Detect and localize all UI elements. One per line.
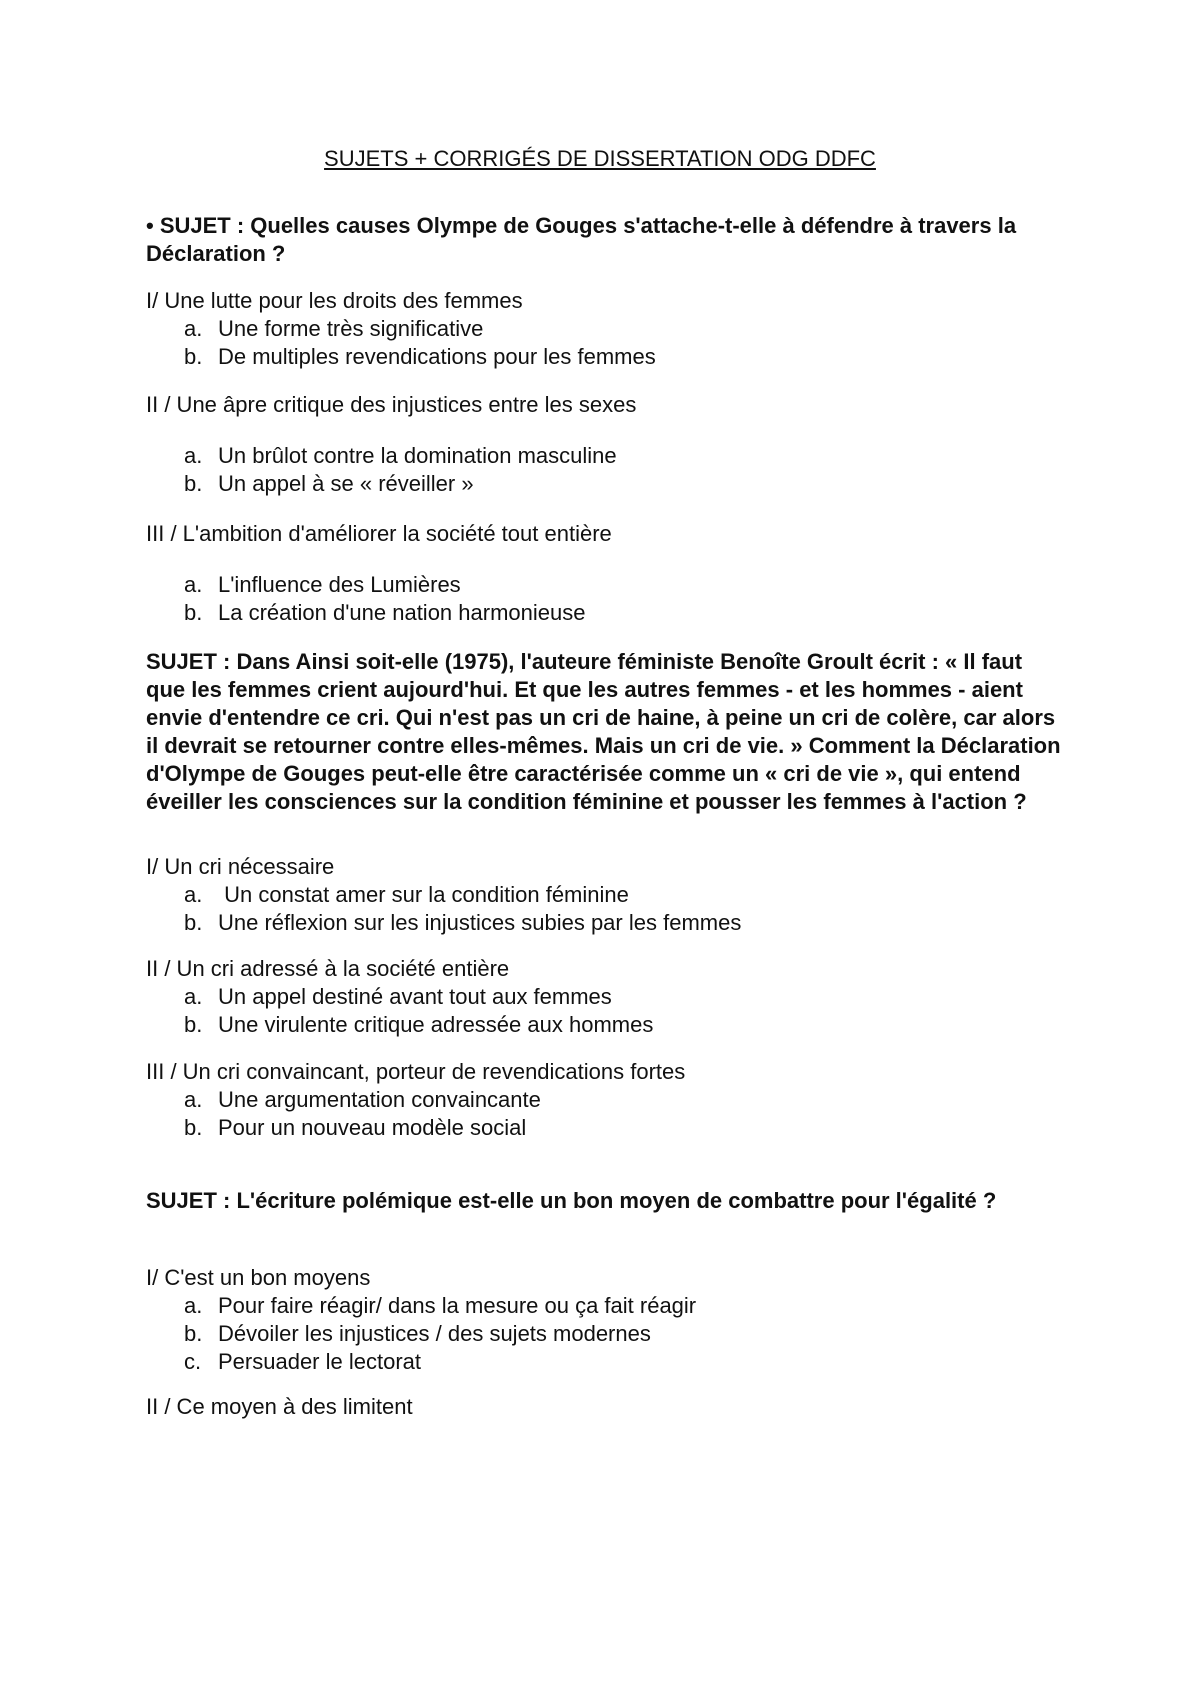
- list-item: b. Une virulente critique adressée aux hommes: [184, 1012, 654, 1037]
- item-list: [146, 571, 1066, 627]
- list-item: b. La création d'une nation harmonieuse: [184, 600, 586, 625]
- part-heading: II / Une âpre critique des injustices entre les sexes: [146, 392, 637, 417]
- subject-1-part-2: [146, 391, 1066, 419]
- subject-3-part-2: [146, 1393, 1066, 1421]
- part-heading: I/ C'est un bon moyens: [146, 1265, 371, 1290]
- subject-1: [146, 212, 1066, 268]
- subject-2-part-3: [146, 1058, 1066, 1142]
- item-list: [146, 442, 1066, 498]
- list-item: a. Un brûlot contre la domination masculine: [184, 443, 617, 468]
- item-list: [146, 983, 1066, 1039]
- subject-3-part-1: [146, 1264, 1066, 1376]
- list-item: a. Un appel destiné avant tout aux femmes: [184, 984, 612, 1009]
- list-item: b. Un appel à se « réveiller »: [184, 471, 474, 496]
- subject-2-part-1: [146, 853, 1066, 937]
- subject-prompt: SUJET : Dans Ainsi soit-elle (1975), l'auteure féministe Benoîte Groult écrit : « Il faut que les femmes crient aujourd'hui. Et que les autres femmes - et les hommes - aient envie d'entendre ce cri. Qui n'est pas un cri de haine, à peine un cri de colère, car alors il devrait se retourner contre elles-mêmes. Mais un cri de vie. » Comment la Déclaration d'Olympe de Gouges peut-elle être caractérisée comme un « cri de vie », qui entend éveiller les consciences sur la condition féminine et pousser les femmes à l'action ?: [146, 649, 1061, 814]
- document-title: SUJETS + CORRIGÉS DE DISSERTATION ODG DDFC: [324, 146, 876, 171]
- item-list: [146, 1292, 1066, 1376]
- list-item: a. Pour faire réagir/ dans la mesure ou ça fait réagir: [184, 1293, 697, 1318]
- list-item: b. Dévoiler les injustices / des sujets modernes: [184, 1321, 651, 1346]
- item-list: [146, 881, 1066, 937]
- list-item: b. De multiples revendications pour les femmes: [184, 344, 656, 369]
- subject-1-part-3: [146, 520, 1066, 548]
- subject-prompt: SUJET : L'écriture polémique est-elle un bon moyen de combattre pour l'égalité ?: [146, 1188, 997, 1213]
- list-item: b. Pour un nouveau modèle social: [184, 1115, 527, 1140]
- subject-prompt: • SUJET : Quelles causes Olympe de Gouges s'attache-t-elle à défendre à travers la Déclaration ?: [146, 213, 1017, 266]
- list-item: b. Une réflexion sur les injustices subies par les femmes: [184, 910, 742, 935]
- item-list: [146, 315, 1066, 371]
- part-heading: III / L'ambition d'améliorer la société tout entière: [146, 521, 612, 546]
- subject-1-part-2-items: [146, 442, 1066, 498]
- item-list: [146, 1086, 1066, 1142]
- list-item: a. L'influence des Lumières: [184, 572, 461, 597]
- subject-2-part-2: [146, 955, 1066, 1039]
- subject-2: [146, 648, 1066, 816]
- part-heading: I/ Une lutte pour les droits des femmes: [146, 288, 523, 313]
- part-heading: III / Un cri convaincant, porteur de revendications fortes: [146, 1059, 686, 1084]
- subject-3: [146, 1187, 1066, 1215]
- list-item: c. Persuader le lectorat: [184, 1349, 421, 1374]
- part-heading: II / Un cri adressé à la société entière: [146, 956, 510, 981]
- subject-1-part-3-items: [146, 571, 1066, 627]
- list-item: a. Un constat amer sur la condition féminine: [184, 882, 629, 907]
- list-item: a. Une forme très significative: [184, 316, 484, 341]
- list-item: a. Une argumentation convaincante: [184, 1087, 541, 1112]
- part-heading: I/ Un cri nécessaire: [146, 854, 335, 879]
- subject-1-part-1: [146, 287, 1066, 371]
- part-heading: II / Ce moyen à des limitent: [146, 1394, 413, 1419]
